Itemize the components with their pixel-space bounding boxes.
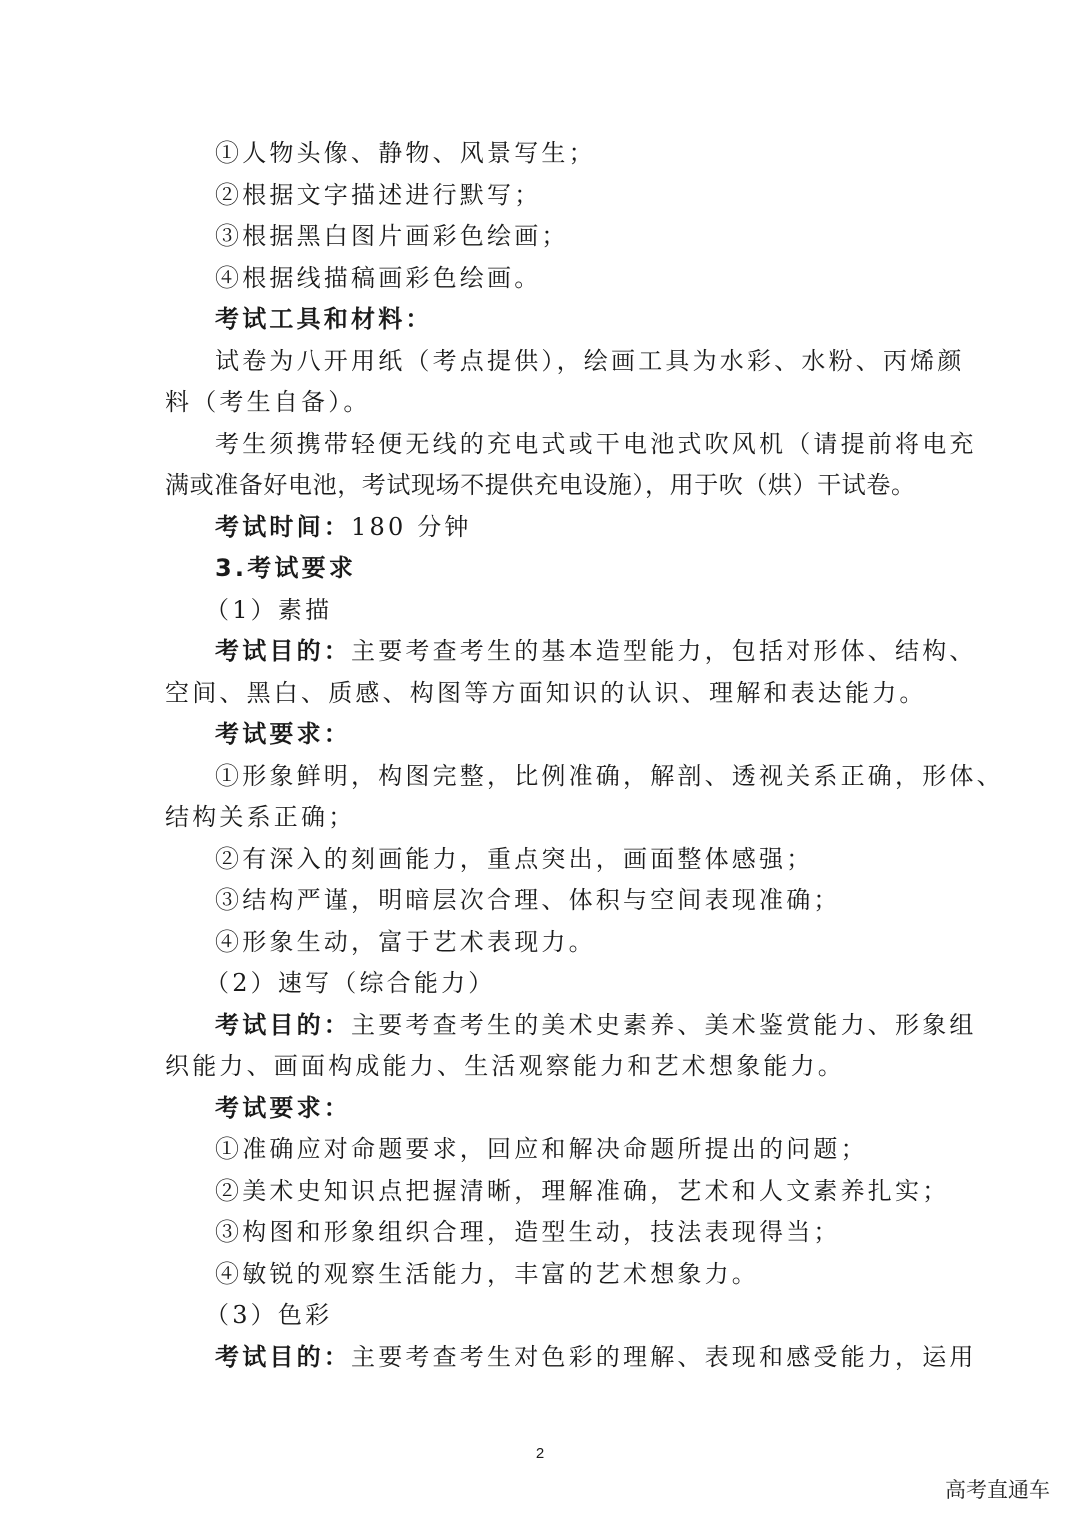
section-heading: 考试要求： <box>215 720 351 748</box>
list-item: ②有深入的刻画能力，重点突出，画面整体感强； <box>215 844 814 873</box>
list-item: ③结构严谨，明暗层次合理、体积与空间表现准确； <box>215 886 841 914</box>
subsection-heading: （1）素描 <box>205 595 333 624</box>
list-item: ①形象鲜明，构图完整，比例准确，解剖、透视关系正确，形体、 <box>215 761 1004 790</box>
watermark: 高考直通车 <box>945 1478 1050 1502</box>
list-item: ④敏锐的观察生活能力，丰富的艺术想象力。 <box>215 1259 759 1288</box>
list-item: ③构图和形象组织合理，造型生动，技法表现得当； <box>215 1218 841 1246</box>
paragraph-line: 结构关系正确； <box>165 803 356 831</box>
list-item: ③根据黑白图片画彩色绘画； <box>215 222 569 250</box>
paragraph-text: 主要考查考生对色彩的理解、表现和感受能力，运用 <box>351 1342 977 1371</box>
list-item: ②美术史知识点把握清晰，理解准确，艺术和人文素养扎实； <box>215 1176 950 1205</box>
section-heading: 3.考试要求 <box>215 554 357 582</box>
paragraph-line <box>165 1005 977 1047</box>
paragraph-text: 主要考查考生的美术史素养、美术鉴赏能力、形象组 <box>351 1010 977 1039</box>
paragraph-line <box>165 631 977 673</box>
paragraph-line: 料（考生自备）。 <box>165 388 371 416</box>
paragraph-text: 主要考查考生的基本造型能力，包括对形体、结构、 <box>351 637 977 665</box>
subsection-heading: （2）速写（综合能力） <box>205 969 496 997</box>
list-item: ②根据文字描述进行默写； <box>215 180 542 209</box>
list-item: ①人物头像、静物、风景写生； <box>215 139 596 167</box>
paragraph-line <box>165 1337 977 1379</box>
section-heading: 考试工具和材料： <box>215 305 433 333</box>
document-body <box>165 133 1004 1378</box>
exam-time-label: 考试时间： <box>215 512 351 541</box>
paragraph-line: 试卷为八开用纸（考点提供），绘画工具为水彩、水粉、丙烯颜 <box>215 346 965 375</box>
list-item: ①准确应对命题要求，回应和解决命题所提出的问题； <box>215 1135 868 1163</box>
exam-time-value: 180 分钟 <box>351 512 472 541</box>
label-bold: 考试目的： <box>215 1010 351 1039</box>
paragraph-line: 空间、黑白、质感、构图等方面知识的认识、理解和表达能力。 <box>165 678 927 707</box>
list-item: ④形象生动，富于艺术表现力。 <box>215 927 596 956</box>
paragraph-line: 满或准备好电池，考试现场不提供充电设施），用于吹（烘）干试卷。 <box>165 471 916 499</box>
page-number: 2 <box>535 1445 545 1462</box>
label-bold: 考试目的： <box>215 637 351 665</box>
list-item: ④根据线描稿画彩色绘画。 <box>215 263 542 292</box>
paragraph-line: 考生须携带轻便无线的充电式或干电池式吹风机（请提前将电充 <box>215 429 977 458</box>
exam-time <box>165 507 917 549</box>
label-bold: 考试目的： <box>215 1342 351 1371</box>
section-heading: 考试要求： <box>215 1093 351 1122</box>
subsection-heading: （3）色彩 <box>205 1301 333 1329</box>
paragraph-line: 织能力、画面构成能力、生活观察能力和艺术想象能力。 <box>165 1052 845 1080</box>
